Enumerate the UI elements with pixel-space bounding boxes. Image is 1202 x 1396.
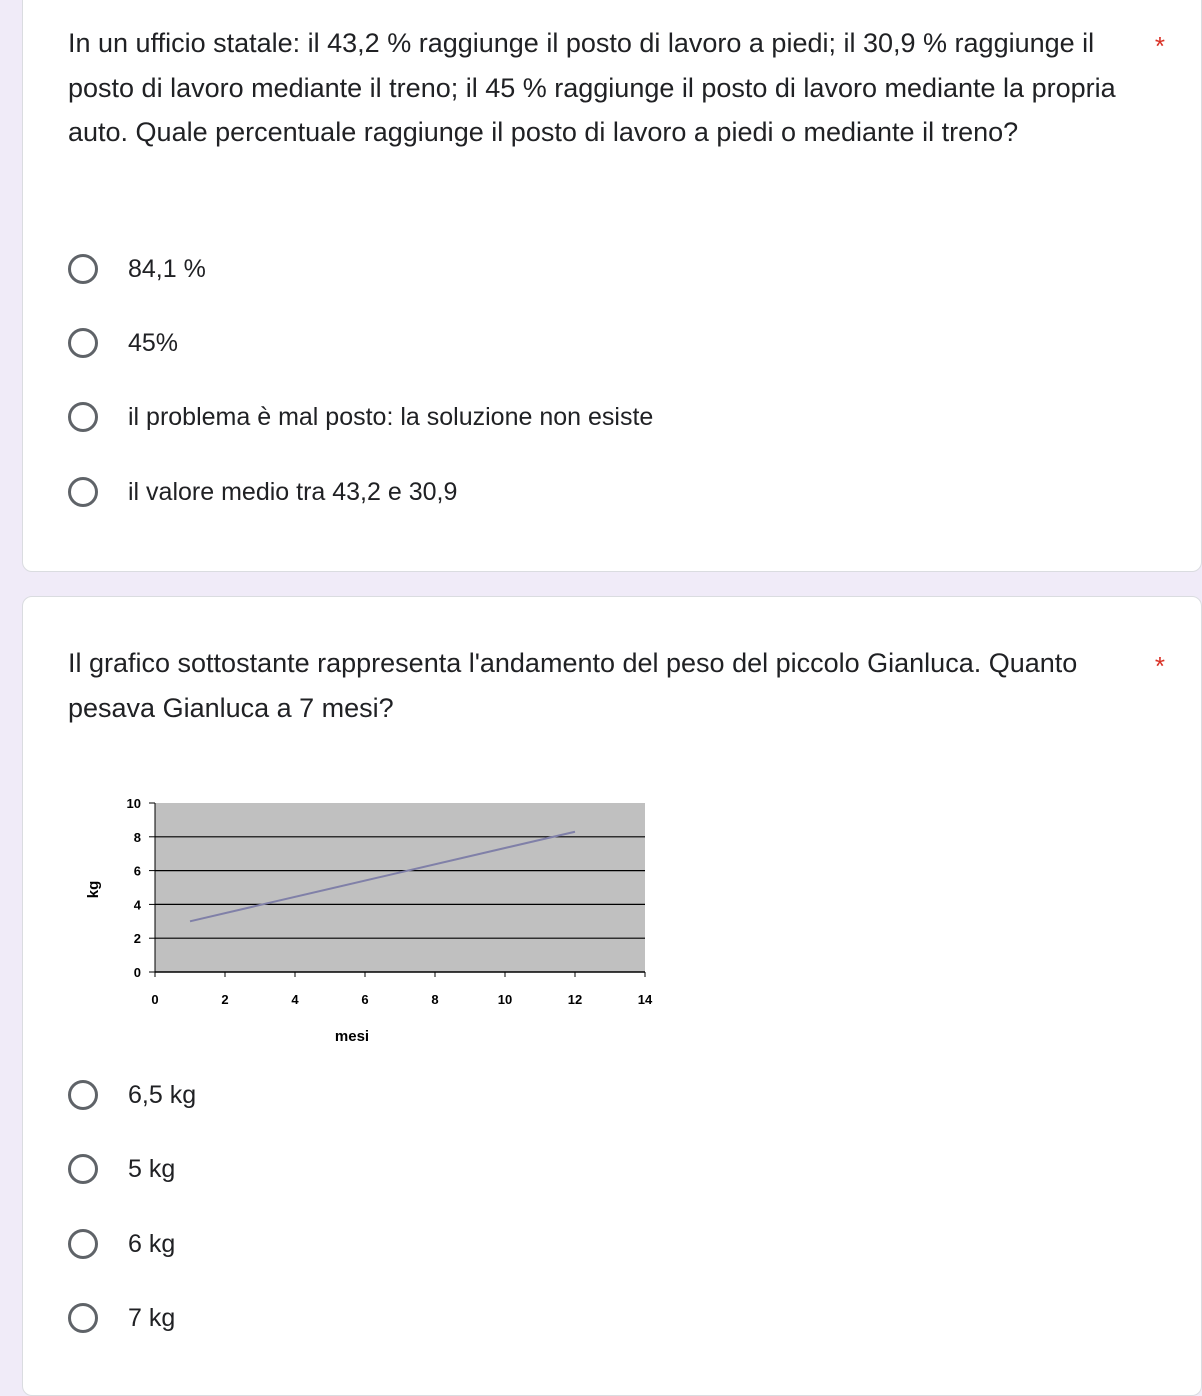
y-tick-label: 4: [133, 897, 141, 913]
option-label: 7 kg: [128, 1303, 176, 1332]
question-2-text: Il grafico sottostante rappresenta l'andamento del peso del piccolo Gianluca. Quanto pesava Gianluca a 7 mesi?: [68, 648, 1078, 723]
x-tick-label: 14: [637, 992, 653, 1007]
radio-button[interactable]: [68, 1229, 98, 1259]
y-tick-label: 10: [126, 796, 141, 811]
x-tick-label: 6: [361, 992, 369, 1007]
x-tick-label: 2: [221, 992, 229, 1007]
option-q1-3[interactable]: [68, 397, 653, 437]
radio-button[interactable]: [68, 254, 98, 284]
y-tick-label: 8: [133, 829, 141, 845]
option-q2-1[interactable]: [68, 1075, 196, 1115]
y-tick-label: 6: [133, 863, 141, 879]
option-label: 84,1 %: [128, 254, 206, 283]
option-q2-2[interactable]: [68, 1149, 175, 1189]
option-q1-2[interactable]: [68, 323, 178, 363]
option-label: 45%: [128, 328, 179, 357]
required-asterisk: *: [1154, 651, 1165, 681]
plot-area: [155, 803, 645, 972]
x-axis-label: mesi: [334, 1028, 370, 1045]
option-q2-3[interactable]: [68, 1224, 175, 1264]
x-tick-label: 0: [151, 992, 159, 1007]
y-tick-label: 0: [133, 965, 141, 980]
radio-button[interactable]: [68, 328, 98, 358]
line-chart: [68, 767, 653, 1057]
option-label: 5 kg: [128, 1154, 176, 1183]
required-asterisk: *: [1154, 31, 1165, 61]
option-label: il valore medio tra 43,2 e 30,9: [128, 477, 458, 506]
option-label: il problema è mal posto: la soluzione non esiste: [128, 402, 654, 431]
y-axis-label: kg: [85, 880, 102, 899]
radio-button[interactable]: [68, 1303, 98, 1333]
option-label: 6 kg: [128, 1229, 176, 1258]
y-tick-label: 2: [133, 931, 141, 947]
radio-button[interactable]: [68, 1154, 98, 1184]
x-tick-label: 8: [431, 992, 439, 1007]
weight-chart: [68, 767, 653, 1057]
question-1-text: In un ufficio statale: il 43,2 % raggiunge il posto di lavoro a piedi; il 30,9 % raggiunge il posto di lavoro mediante il treno; il 45 % raggiunge il posto di lavoro mediante la propria auto. Quale percentuale raggiunge il posto di lavoro a piedi o mediante il treno?: [68, 28, 1116, 147]
radio-button[interactable]: [68, 1080, 98, 1110]
option-q1-1[interactable]: [68, 249, 206, 289]
question-card-1: [22, 0, 1202, 572]
x-tick-label: 10: [497, 992, 513, 1007]
radio-button[interactable]: [68, 477, 98, 507]
x-tick-label: 4: [291, 992, 299, 1007]
radio-button[interactable]: [68, 402, 98, 432]
option-q1-4[interactable]: [68, 472, 457, 512]
option-label: 6,5 kg: [128, 1080, 197, 1109]
option-q2-4[interactable]: [68, 1298, 175, 1338]
question-card-2: [22, 596, 1202, 1396]
x-tick-label: 12: [567, 992, 583, 1007]
